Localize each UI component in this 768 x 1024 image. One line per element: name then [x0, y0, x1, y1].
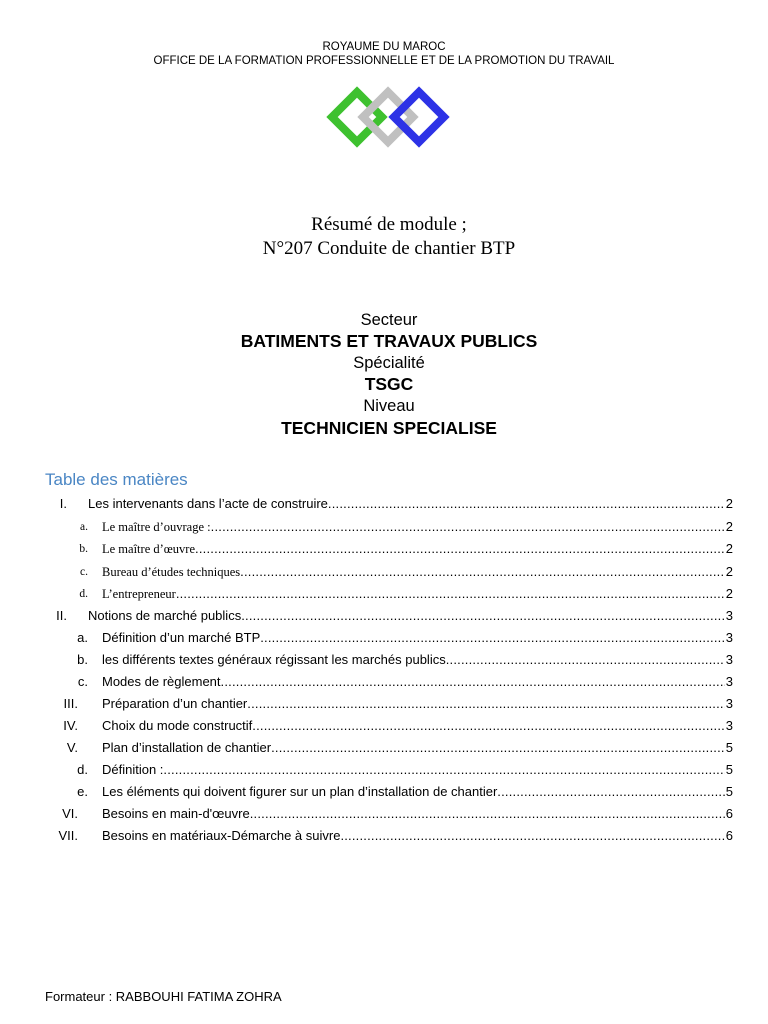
toc-entry-label: Le maître d’ouvrage : [102, 520, 211, 534]
toc-entry-page: 3 [725, 674, 733, 689]
toc-entry-line [88, 605, 733, 627]
toc-entry-page: 3 [725, 696, 733, 711]
toc-entry-number: IV. [63, 718, 78, 733]
toc-entry[interactable] [0, 493, 768, 515]
toc-leader-dots [241, 605, 725, 627]
toc-entry[interactable] [0, 649, 768, 671]
toc-entry[interactable] [0, 605, 768, 627]
toc-entry-label: L’entrepreneur [102, 587, 176, 601]
toc-entry-page: 6 [725, 828, 733, 843]
toc-leader-dots [211, 516, 725, 538]
toc-entry-page: 3 [725, 630, 733, 645]
toc-entry-page: 2 [725, 541, 733, 556]
toc-entry-page: 2 [725, 564, 733, 579]
toc-entry[interactable] [0, 516, 768, 538]
toc-entry[interactable] [0, 693, 768, 715]
toc-entry[interactable] [0, 737, 768, 759]
toc-entry-number: II. [56, 608, 67, 623]
toc-entry-number: c. [77, 674, 88, 689]
toc-entry-page: 6 [725, 806, 733, 821]
toc-entry-number: V. [66, 740, 78, 755]
toc-entry-page: 5 [725, 784, 733, 799]
toc-entry[interactable] [0, 561, 768, 583]
toc-entry-label: Les éléments qui doivent figurer sur un plan d’installation de chantier [102, 784, 498, 799]
logo-green-diamond [332, 92, 382, 142]
toc-leader-dots [260, 627, 725, 649]
toc-leader-dots [195, 538, 725, 560]
toc-entry-page: 5 [725, 762, 733, 777]
toc-entry-page: 3 [725, 718, 733, 733]
header-country: ROYAUME DU MAROC [322, 41, 446, 53]
toc-entry-label: Les intervenants dans l’acte de construire [88, 496, 328, 511]
toc-entry-label: Choix du mode constructif [102, 718, 253, 733]
toc-entry[interactable] [0, 759, 768, 781]
toc-entry-line [102, 671, 733, 693]
toc-leader-dots [240, 561, 725, 583]
toc-entry-label: Définition : [102, 762, 164, 777]
specialite-value: TSGC [364, 374, 414, 394]
toc-entry-number: b. [77, 652, 88, 667]
toc-entry-label: Bureau d’études techniques [102, 565, 241, 579]
logo-blue-diamond [394, 92, 444, 142]
toc-entry-label: Le maître d’œuvre [102, 542, 196, 556]
toc-entry-line [102, 803, 733, 825]
toc-entry-number: d. [79, 588, 88, 600]
toc-entry-number: VI. [62, 806, 78, 821]
module-title-line2: N°207 Conduite de chantier BTP [262, 238, 516, 259]
toc-entry-page: 2 [725, 519, 733, 534]
toc-entry-line [102, 715, 733, 737]
toc-entry-line [102, 561, 733, 583]
toc-leader-dots [271, 737, 725, 759]
toc-entry-page: 2 [725, 496, 733, 511]
toc-entry-label: Préparation d’un chantier [102, 696, 248, 711]
toc-entry-label: Besoins en matériaux-Démarche à suivre [102, 828, 341, 843]
toc-entry[interactable] [0, 627, 768, 649]
toc-entry-number: I. [59, 496, 67, 511]
toc-entry-line [102, 693, 733, 715]
toc-entry-label: Modes de règlement [102, 674, 221, 689]
toc-entry-line [102, 583, 733, 605]
specialite-label: Spécialité [353, 354, 425, 372]
secteur-value: BATIMENTS ET TRAVAUX PUBLICS [240, 331, 538, 351]
toc-entry-line [102, 538, 733, 560]
toc-leader-dots [221, 671, 725, 693]
toc-entry-number: VII. [58, 828, 78, 843]
footer-trainer: Formateur : RABBOUHI FATIMA ZOHRA [45, 989, 282, 1004]
toc-entry[interactable] [0, 583, 768, 605]
secteur-label: Secteur [360, 311, 418, 329]
toc-entry-line [102, 759, 733, 781]
toc-entry-number: a. [77, 630, 88, 645]
toc-entry[interactable] [0, 538, 768, 560]
toc-leader-dots [163, 759, 724, 781]
toc-entry-number: a. [80, 521, 88, 533]
toc-leader-dots [176, 583, 725, 605]
toc-entry-line [102, 737, 733, 759]
toc-entry[interactable] [0, 825, 768, 847]
header-office: OFFICE DE LA FORMATION PROFESSIONNELLE ET DE LA PROMOTION DU TRAVAIL [153, 55, 615, 67]
toc-entry-number: b. [79, 543, 88, 555]
toc-leader-dots [250, 803, 725, 825]
toc-leader-dots [497, 781, 724, 803]
toc-entry[interactable] [0, 715, 768, 737]
toc-leader-dots [252, 715, 724, 737]
toc-entry-label: Plan d’installation de chantier [102, 740, 272, 755]
ofppt-logo [326, 86, 450, 148]
toc-entry-label: les différents textes généraux régissant les marchés publics [102, 652, 446, 667]
toc-entry-page: 3 [725, 608, 733, 623]
toc-entry-label: Besoins en main-d'œuvre [102, 806, 250, 821]
toc-entry-number: III. [63, 696, 78, 711]
toc-entry-number: c. [80, 566, 88, 578]
toc-entry[interactable] [0, 671, 768, 693]
toc-entry-line [88, 493, 733, 515]
module-title-line1: Résumé de module ; [311, 214, 467, 235]
toc-leader-dots [247, 693, 725, 715]
toc-entry-label: Définition d’un marché BTP [102, 630, 261, 645]
toc-entry[interactable] [0, 803, 768, 825]
toc-title: Table des matières [45, 470, 188, 489]
toc-entry-line [102, 825, 733, 847]
toc-entry-page: 3 [725, 652, 733, 667]
toc-leader-dots [328, 493, 725, 515]
toc-entry[interactable] [0, 781, 768, 803]
niveau-value: TECHNICIEN SPECIALISE [281, 418, 497, 438]
toc-entry-label: Notions de marché publics [88, 608, 242, 623]
toc-entry-page: 5 [725, 740, 733, 755]
toc-entry-number: d. [77, 762, 88, 777]
toc-leader-dots [446, 649, 725, 671]
toc-entry-line [102, 516, 733, 538]
logo-grey-diamond [363, 92, 413, 142]
toc-entry-number: e. [77, 784, 88, 799]
niveau-label: Niveau [363, 397, 415, 415]
toc-entry-line [102, 627, 733, 649]
toc-entry-line [102, 781, 733, 803]
toc-entry-page: 2 [725, 586, 733, 601]
toc-leader-dots [340, 825, 724, 847]
toc-entry-line [102, 649, 733, 671]
